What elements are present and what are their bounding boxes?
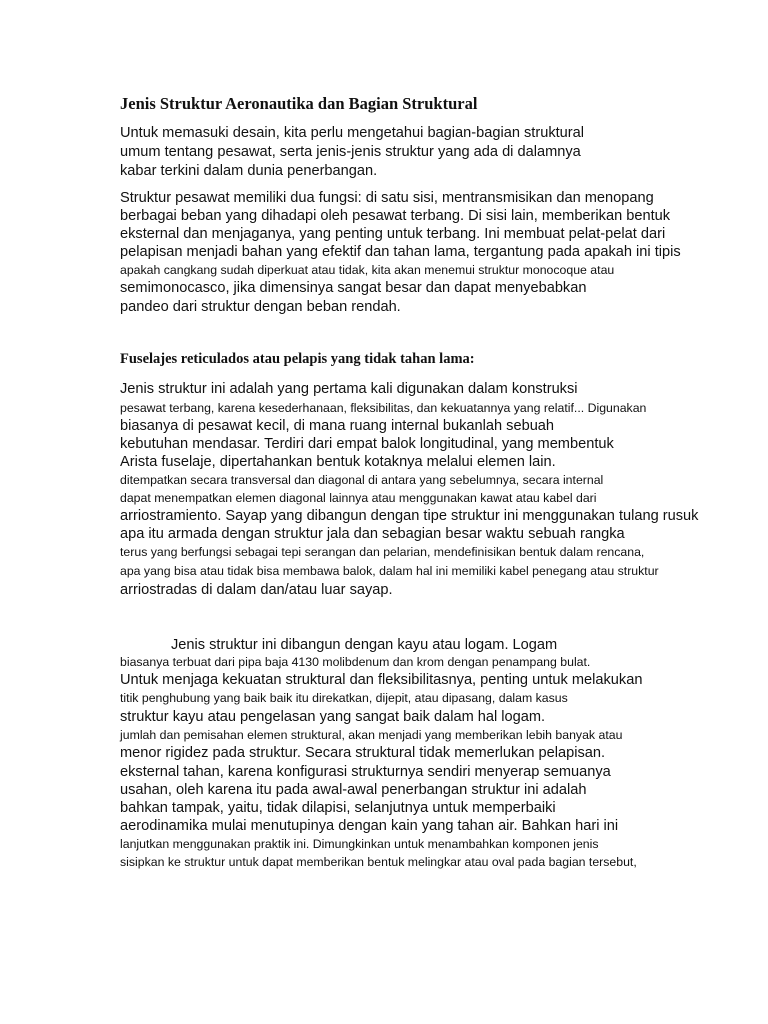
text-line: struktur kayu atau pengelasan yang sangat baik dalam hal logam. [120, 709, 546, 725]
text-line: eksternal dan menjaganya, yang penting untuk terbang. Ini membuat pelat-pelat dari [120, 226, 666, 242]
text-line: apa yang bisa atau tidak bisa membawa balok, dalam hal ini memiliki kabel penegang atau struktur [120, 564, 659, 578]
text-line: arriostramiento. Sayap yang dibangun dengan tipe struktur ini menggunakan tulang rusuk [120, 508, 699, 524]
text-line: Untuk menjaga kekuatan struktural dan fleksibilitasnya, penting untuk melakukan [120, 672, 643, 688]
text-line: Struktur pesawat memiliki dua fungsi: di satu sisi, mentransmisikan dan menopang [120, 190, 654, 206]
text-line: apakah cangkang sudah diperkuat atau tidak, kita akan menemui struktur monocoque atau [120, 263, 615, 277]
text-line: arriostradas di dalam dan/atau luar sayap. [120, 582, 393, 598]
text-line: pelapisan menjadi bahan yang efektif dan tahan lama, tergantung pada apakah ini tipis [120, 244, 681, 260]
text-line: berbagai beban yang dihadapi oleh pesawat terbang. Di sisi lain, memberikan bentuk [120, 208, 671, 224]
text-line: titik penghubung yang baik baik itu direkatkan, dijepit, atau dipasang, dalam kasus [120, 691, 568, 705]
text-line: menor rigidez pada struktur. Secara struktural tidak memerlukan pelapisan. [120, 745, 606, 761]
text-line: jumlah dan pemisahan elemen struktural, akan menjadi yang memberikan lebih banyak atau [120, 728, 623, 742]
text-line: pandeo dari struktur dengan beban rendah. [120, 299, 401, 315]
text-line: dapat menempatkan elemen diagonal lainnya atau menggunakan kawat atau kabel dari [120, 491, 597, 505]
text-line: sisipkan ke struktur untuk dapat memberikan bentuk melingkar atau oval pada bagian tersebut, [120, 855, 637, 869]
text-line: Jenis struktur ini adalah yang pertama kali digunakan dalam konstruksi [120, 381, 578, 397]
text-line: aerodinamika mulai menutupinya dengan kain yang tahan air. Bahkan hari ini [120, 818, 619, 834]
text-line: pesawat terbang, karena kesederhanaan, fleksibilitas, dan kekuatannya yang relatif... Digunakan [120, 401, 647, 415]
text-line: ditempatkan secara transversal dan diagonal di antara yang sebelumnya, secara internal [120, 473, 604, 487]
text-line: bahkan tampak, yaitu, tidak dilapisi, selanjutnya untuk memperbaiki [120, 800, 556, 816]
text-line: Untuk memasuki desain, kita perlu mengetahui bagian-bagian struktural [120, 125, 585, 141]
text-line: lanjutkan menggunakan praktik ini. Dimungkinkan untuk menambahkan komponen jenis [120, 837, 599, 851]
text-line: apa itu armada dengan struktur jala dan sebagian besar waktu sebuah rangka [120, 526, 625, 542]
text-line: umum tentang pesawat, serta jenis-jenis struktur yang ada di dalamnya [120, 144, 581, 160]
text-line: kebutuhan mendasar. Terdiri dari empat balok longitudinal, yang membentuk [120, 436, 614, 452]
text-line: terus yang berfungsi sebagai tepi serangan dan pelarian, mendefinisikan bentuk dalam rencana, [120, 545, 645, 559]
text-line: biasanya terbuat dari pipa baja 4130 molibdenum dan krom dengan penampang bulat. [120, 655, 591, 669]
text-line: semimonocasco, jika dimensinya sangat besar dan dapat menyebabkan [120, 280, 587, 296]
text-line: Arista fuselaje, dipertahankan bentuk kotaknya melalui elemen lain. [120, 454, 556, 470]
text-line: Jenis struktur ini dibangun dengan kayu atau logam. Logam [171, 637, 558, 653]
section-heading-structure-types: Jenis Struktur Aeronautika dan Bagian Struktural [120, 94, 478, 113]
text-line: usahan, oleh karena itu pada awal-awal penerbangan struktur ini adalah [120, 782, 587, 798]
text-line: biasanya di pesawat kecil, di mana ruang internal bukanlah sebuah [120, 418, 555, 434]
text-line: eksternal tahan, karena konfigurasi strukturnya sendiri menyerap semuanya [120, 764, 611, 780]
text-line: kabar terkini dalam dunia penerbangan. [120, 163, 378, 179]
section-heading-fuselage: Fuselajes reticulados atau pelapis yang tidak tahan lama: [120, 351, 475, 367]
